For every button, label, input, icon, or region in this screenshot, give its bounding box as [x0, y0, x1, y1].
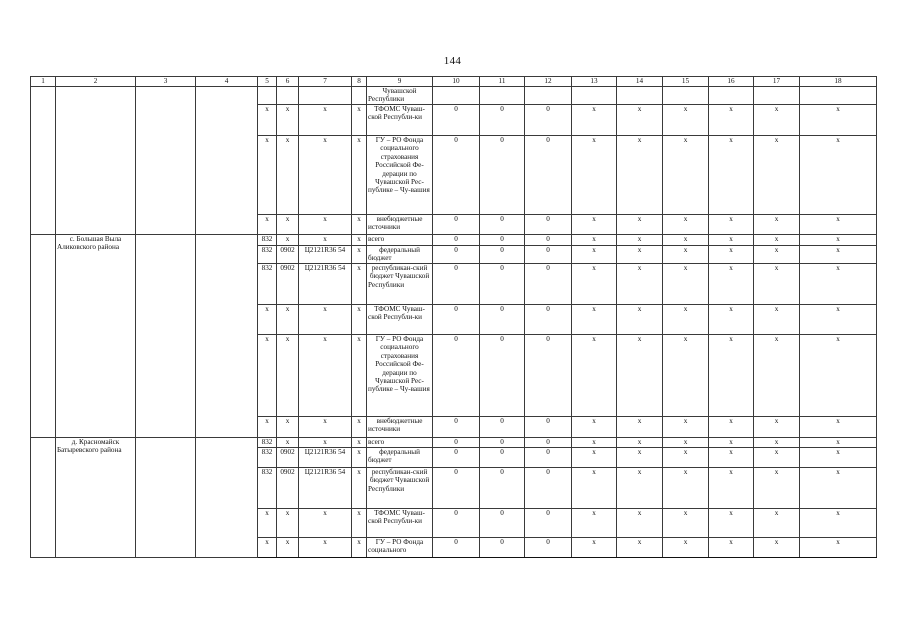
column-number-14: 14: [617, 77, 663, 87]
value-col-13: х: [572, 509, 617, 538]
value-col-14: х: [617, 448, 663, 468]
value-col-14: х: [617, 417, 663, 438]
value-col-17: х: [754, 468, 800, 509]
value-col-10: 0: [433, 105, 480, 136]
value-col-15: х: [663, 235, 709, 246]
column-number-15: 15: [663, 77, 709, 87]
value-col-13: х: [572, 215, 617, 235]
value-col-12: 0: [525, 538, 572, 558]
value-col-11: 0: [480, 264, 525, 305]
value-col-11: 0: [480, 438, 525, 448]
col-1-cell: [31, 235, 56, 438]
column-number-16: 16: [709, 77, 754, 87]
value-col-17: [754, 87, 800, 105]
value-col-14: х: [617, 105, 663, 136]
value-col-15: х: [663, 509, 709, 538]
value-col-12: 0: [525, 335, 572, 417]
value-col-15: х: [663, 448, 709, 468]
value-col-14: х: [617, 538, 663, 558]
value-col-16: х: [709, 509, 754, 538]
column-number-12: 12: [525, 77, 572, 87]
value-col-15: х: [663, 417, 709, 438]
funding-source: республикан-ский бюджет Чувашской Республики: [367, 264, 433, 305]
code-ministry: 832: [258, 438, 277, 448]
value-col-14: х: [617, 136, 663, 215]
code-section: х: [277, 305, 299, 335]
code-section: х: [277, 509, 299, 538]
value-col-16: х: [709, 136, 754, 215]
code-target-article: х: [299, 305, 352, 335]
value-col-16: х: [709, 105, 754, 136]
code-section: х: [277, 136, 299, 215]
column-number-3: 3: [136, 77, 196, 87]
value-col-18: х: [800, 246, 877, 264]
value-col-17: х: [754, 305, 800, 335]
code-expense-type: х: [352, 438, 367, 448]
value-col-16: х: [709, 538, 754, 558]
funding-source: ГУ – РО Фонда социального: [367, 538, 433, 558]
code-section: х: [277, 215, 299, 235]
value-col-10: 0: [433, 246, 480, 264]
table-row: [31, 235, 877, 246]
column-number-17: 17: [754, 77, 800, 87]
value-col-13: х: [572, 468, 617, 509]
funding-source: федеральный бюджет: [367, 448, 433, 468]
value-col-16: х: [709, 235, 754, 246]
value-col-18: х: [800, 264, 877, 305]
value-col-12: 0: [525, 105, 572, 136]
code-target-article: х: [299, 509, 352, 538]
value-col-18: х: [800, 468, 877, 509]
value-col-16: х: [709, 246, 754, 264]
column-number-10: 10: [433, 77, 480, 87]
col-1-cell: [31, 87, 56, 235]
code-section: х: [277, 438, 299, 448]
value-col-14: х: [617, 246, 663, 264]
value-col-17: х: [754, 538, 800, 558]
value-col-10: 0: [433, 468, 480, 509]
code-target-article: [299, 87, 352, 105]
value-col-10: 0: [433, 305, 480, 335]
value-col-10: 0: [433, 136, 480, 215]
value-col-14: х: [617, 335, 663, 417]
code-expense-type: х: [352, 448, 367, 468]
value-col-12: 0: [525, 215, 572, 235]
value-col-11: 0: [480, 468, 525, 509]
code-expense-type: х: [352, 305, 367, 335]
value-col-14: х: [617, 264, 663, 305]
col-4-cell: [196, 438, 258, 558]
value-col-18: х: [800, 305, 877, 335]
value-col-11: [480, 87, 525, 105]
code-target-article: х: [299, 438, 352, 448]
value-col-16: х: [709, 264, 754, 305]
code-ministry: х: [258, 305, 277, 335]
code-expense-type: х: [352, 215, 367, 235]
code-target-article: х: [299, 105, 352, 136]
value-col-12: 0: [525, 305, 572, 335]
value-col-11: 0: [480, 246, 525, 264]
value-col-11: 0: [480, 335, 525, 417]
value-col-14: [617, 87, 663, 105]
value-col-18: х: [800, 448, 877, 468]
value-col-15: х: [663, 246, 709, 264]
value-col-16: х: [709, 215, 754, 235]
value-col-18: х: [800, 417, 877, 438]
value-col-12: 0: [525, 468, 572, 509]
code-ministry: х: [258, 509, 277, 538]
code-target-article: х: [299, 136, 352, 215]
funding-source: ГУ – РО Фонда социального страхования Российской Фе-дерации по Чувашской Рес-публике – Чу-вашия: [367, 335, 433, 417]
funding-source: ГУ – РО Фонда социального страхования Российской Фе-дерации по Чувашской Рес-публике – Чу-вашия: [367, 136, 433, 215]
value-col-11: 0: [480, 305, 525, 335]
value-col-14: х: [617, 468, 663, 509]
column-number-5: 5: [258, 77, 277, 87]
value-col-15: [663, 87, 709, 105]
value-col-10: 0: [433, 235, 480, 246]
code-expense-type: х: [352, 538, 367, 558]
value-col-15: х: [663, 136, 709, 215]
value-col-13: [572, 87, 617, 105]
value-col-15: х: [663, 105, 709, 136]
code-expense-type: [352, 87, 367, 105]
value-col-11: 0: [480, 448, 525, 468]
funding-source: внебюджетные источники: [367, 215, 433, 235]
code-section: х: [277, 235, 299, 246]
code-expense-type: х: [352, 335, 367, 417]
value-col-15: х: [663, 468, 709, 509]
value-col-13: х: [572, 438, 617, 448]
value-col-11: 0: [480, 136, 525, 215]
value-col-16: х: [709, 305, 754, 335]
value-col-17: х: [754, 246, 800, 264]
code-section: х: [277, 335, 299, 417]
funding-source: Чувашской Республики: [367, 87, 433, 105]
value-col-17: х: [754, 136, 800, 215]
value-col-10: 0: [433, 215, 480, 235]
code-section: х: [277, 538, 299, 558]
funding-source: федеральный бюджет: [367, 246, 433, 264]
column-number-9: 9: [367, 77, 433, 87]
code-expense-type: х: [352, 264, 367, 305]
code-target-article: Ц2121R36 54: [299, 448, 352, 468]
value-col-18: х: [800, 105, 877, 136]
code-ministry: 832: [258, 246, 277, 264]
value-col-18: [800, 87, 877, 105]
location-name: д. Красномайск Батыревского района: [56, 438, 136, 558]
value-col-17: х: [754, 235, 800, 246]
value-col-14: х: [617, 438, 663, 448]
col-1-cell: [31, 438, 56, 558]
column-number-4: 4: [196, 77, 258, 87]
value-col-15: х: [663, 215, 709, 235]
value-col-18: х: [800, 438, 877, 448]
funding-source: внебюджетные источники: [367, 417, 433, 438]
column-number-1: 1: [31, 77, 56, 87]
value-col-10: 0: [433, 335, 480, 417]
funding-source: ТФОМС Чуваш-ской Республи-ки: [367, 305, 433, 335]
value-col-13: х: [572, 235, 617, 246]
code-section: [277, 87, 299, 105]
column-number-7: 7: [299, 77, 352, 87]
value-col-13: х: [572, 417, 617, 438]
value-col-12: 0: [525, 417, 572, 438]
code-section: 0902: [277, 264, 299, 305]
financing-table: [30, 76, 877, 558]
value-col-16: х: [709, 335, 754, 417]
code-ministry: х: [258, 538, 277, 558]
value-col-14: х: [617, 215, 663, 235]
column-number-11: 11: [480, 77, 525, 87]
code-target-article: х: [299, 235, 352, 246]
column-number-13: 13: [572, 77, 617, 87]
value-col-13: х: [572, 335, 617, 417]
col-3-cell: [136, 87, 196, 235]
value-col-10: 0: [433, 438, 480, 448]
code-ministry: х: [258, 335, 277, 417]
code-section: х: [277, 417, 299, 438]
code-section: 0902: [277, 468, 299, 509]
col-4-cell: [196, 235, 258, 438]
value-col-10: 0: [433, 264, 480, 305]
value-col-18: х: [800, 509, 877, 538]
value-col-10: [433, 87, 480, 105]
value-col-15: х: [663, 438, 709, 448]
value-col-17: х: [754, 335, 800, 417]
value-col-17: х: [754, 215, 800, 235]
funding-source: всего: [367, 235, 433, 246]
value-col-15: х: [663, 335, 709, 417]
value-col-11: 0: [480, 417, 525, 438]
value-col-14: х: [617, 509, 663, 538]
code-expense-type: х: [352, 417, 367, 438]
code-target-article: Ц2121R36 54: [299, 246, 352, 264]
code-target-article: х: [299, 417, 352, 438]
value-col-17: х: [754, 105, 800, 136]
col-3-cell: [136, 438, 196, 558]
value-col-18: х: [800, 538, 877, 558]
value-col-16: х: [709, 448, 754, 468]
col-3-cell: [136, 235, 196, 438]
code-ministry: х: [258, 215, 277, 235]
column-number-18: 18: [800, 77, 877, 87]
code-ministry: 832: [258, 264, 277, 305]
code-target-article: Ц2121R36 54: [299, 264, 352, 305]
value-col-12: [525, 87, 572, 105]
value-col-12: 0: [525, 136, 572, 215]
value-col-18: х: [800, 136, 877, 215]
location-name: с. Большая Выла Аликовского района: [56, 235, 136, 438]
value-col-11: 0: [480, 105, 525, 136]
code-expense-type: х: [352, 136, 367, 215]
value-col-16: х: [709, 417, 754, 438]
value-col-18: х: [800, 235, 877, 246]
value-col-12: 0: [525, 438, 572, 448]
code-section: 0902: [277, 246, 299, 264]
code-section: х: [277, 105, 299, 136]
value-col-17: х: [754, 417, 800, 438]
code-ministry: х: [258, 136, 277, 215]
value-col-10: 0: [433, 538, 480, 558]
value-col-16: х: [709, 468, 754, 509]
code-expense-type: х: [352, 468, 367, 509]
funding-source: ТФОМС Чуваш-ской Республи-ки: [367, 105, 433, 136]
value-col-10: 0: [433, 448, 480, 468]
value-col-18: х: [800, 215, 877, 235]
value-col-11: 0: [480, 538, 525, 558]
code-ministry: [258, 87, 277, 105]
value-col-14: х: [617, 305, 663, 335]
value-col-12: 0: [525, 246, 572, 264]
value-col-13: х: [572, 448, 617, 468]
code-target-article: х: [299, 215, 352, 235]
value-col-11: 0: [480, 215, 525, 235]
location-name: [56, 87, 136, 235]
code-target-article: х: [299, 538, 352, 558]
code-expense-type: х: [352, 509, 367, 538]
value-col-16: [709, 87, 754, 105]
value-col-11: 0: [480, 509, 525, 538]
column-number-6: 6: [277, 77, 299, 87]
value-col-10: 0: [433, 417, 480, 438]
code-ministry: 832: [258, 468, 277, 509]
code-expense-type: х: [352, 235, 367, 246]
code-expense-type: х: [352, 246, 367, 264]
value-col-15: х: [663, 305, 709, 335]
value-col-13: х: [572, 538, 617, 558]
value-col-17: х: [754, 438, 800, 448]
code-ministry: х: [258, 105, 277, 136]
column-number-2: 2: [56, 77, 136, 87]
value-col-17: х: [754, 448, 800, 468]
funding-source: республикан-ский бюджет Чувашской Республики: [367, 468, 433, 509]
value-col-17: х: [754, 264, 800, 305]
value-col-18: х: [800, 335, 877, 417]
column-number-8: 8: [352, 77, 367, 87]
value-col-17: х: [754, 509, 800, 538]
value-col-13: х: [572, 305, 617, 335]
code-target-article: х: [299, 335, 352, 417]
table-row: [31, 87, 877, 105]
funding-source: ТФОМС Чуваш-ской Республи-ки: [367, 509, 433, 538]
value-col-16: х: [709, 438, 754, 448]
code-ministry: х: [258, 417, 277, 438]
value-col-10: 0: [433, 509, 480, 538]
col-4-cell: [196, 87, 258, 235]
value-col-13: х: [572, 246, 617, 264]
table-row: [31, 438, 877, 448]
value-col-13: х: [572, 136, 617, 215]
column-number-row: [31, 77, 877, 87]
value-col-12: 0: [525, 235, 572, 246]
value-col-12: 0: [525, 448, 572, 468]
code-expense-type: х: [352, 105, 367, 136]
value-col-13: х: [572, 105, 617, 136]
code-ministry: 832: [258, 448, 277, 468]
value-col-14: х: [617, 235, 663, 246]
page-number: 144: [443, 55, 462, 67]
value-col-15: х: [663, 264, 709, 305]
value-col-13: х: [572, 264, 617, 305]
funding-source: всего: [367, 438, 433, 448]
value-col-15: х: [663, 538, 709, 558]
value-col-12: 0: [525, 509, 572, 538]
code-section: 0902: [277, 448, 299, 468]
value-col-12: 0: [525, 264, 572, 305]
value-col-11: 0: [480, 235, 525, 246]
code-ministry: 832: [258, 235, 277, 246]
code-target-article: Ц2121R36 54: [299, 468, 352, 509]
